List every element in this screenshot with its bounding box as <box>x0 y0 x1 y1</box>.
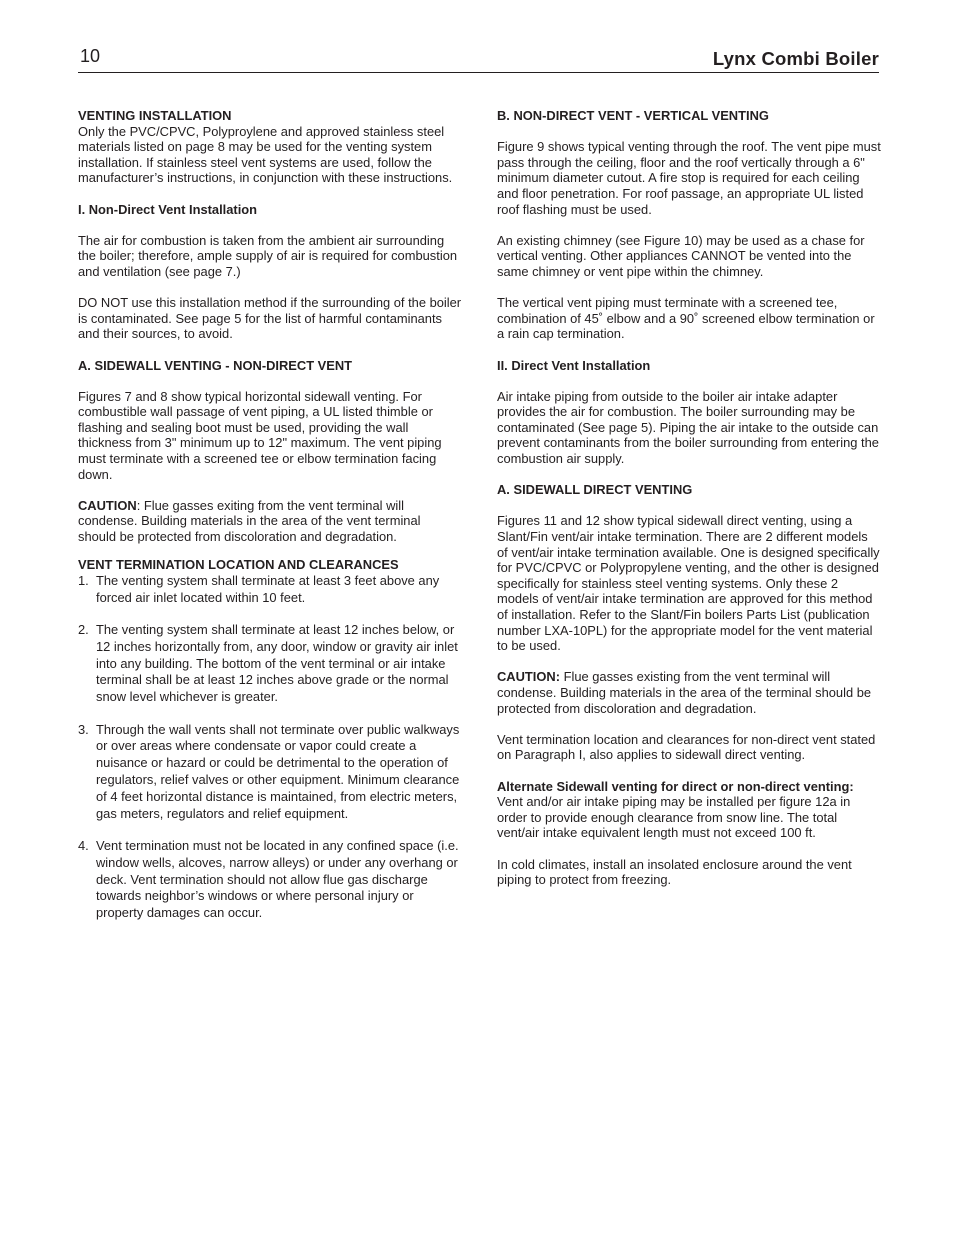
cold-climate-body: In cold climates, install an insolated enclosure around the vent piping to protect from freezing. <box>497 856 852 888</box>
caution-text: : Flue gasses exiting from the vent terminal will condense. Building materials in the area of the vent terminal should be protected from discoloration and degradation. <box>78 497 421 545</box>
list-item-number: 3. <box>78 721 89 737</box>
clearances-list <box>78 573 462 922</box>
vertical-termination-body: The vertical vent piping must terminate with a screened tee, combination of 45˚ elbow and a 90˚ screened elbow termination or a rain cap termination. <box>497 295 875 342</box>
list-item-text: Through the wall vents shall not terminate over public walkways or over areas where condensate or vapor could create a nuisance or hazard or could be detrimental to the operation of regulators, relief valves or other equipment. Minimum clearance of 4 feet horizontal distance is maintained, from electric meters, gas meters, regulators and relief equipment. <box>96 721 460 821</box>
caution-label: CAUTION: <box>497 669 561 685</box>
caution-label: CAUTION <box>78 497 137 513</box>
left-column <box>78 108 462 938</box>
direct-vent-body: Air intake piping from outside to the boiler air intake adapter provides the air for combustion. The boiler surrounding may be contaminated (See page 5). Piping the air intake to the outside can prevent contaminants from the boiler surrounding from entering the combustion air supply. <box>497 388 879 467</box>
caution-paragraph-right <box>497 669 881 716</box>
caution-text: Flue gasses existing from the vent terminal will condense. Building materials in the area of the terminal should be protected from discoloration and degradation. <box>497 669 872 716</box>
sidewall-direct-body: Figures 11 and 12 show typical sidewall direct venting, using a Slant/Fin vent/air intake termination. There are 2 different models of vent/air intake termination available. One is designed specifically for PVC/CPVC or Polypropylene venting, and the other is designed specifically for stainless steel venting systems. Only these 2 models of vent/air intake termination are approved for this method of installation. Refer to the Slant/Fin boilers Parts List (publication number LXA-10PL) for the appropriate model for the vent material to be used. <box>497 513 880 654</box>
venting-installation-heading: VENTING INSTALLATION <box>78 108 232 123</box>
list-item-text: The venting system shall terminate at least 3 feet above any forced air inlet located within 10 feet. <box>96 572 440 605</box>
list-item-text: The venting system shall terminate at least 12 inches below, or 12 inches horizontally from, any door, window or gravity air inlet into any building. The bottom of the vent terminal or air intake terminal shall be at least 12 inches above grade or the normal snow level whichever is greater. <box>96 622 458 705</box>
direct-vent-heading: II. Direct Vent Installation <box>497 357 651 373</box>
list-item <box>78 573 462 607</box>
caution-paragraph <box>78 498 462 545</box>
list-item <box>78 838 462 922</box>
document-title: Lynx Combi Boiler <box>712 48 879 69</box>
list-item-number: 1. <box>78 572 89 588</box>
clearance-note: Vent termination location and clearances for non-direct vent stated on Paragraph I, also applies to sidewall direct venting. <box>497 731 876 763</box>
list-item-number: 4. <box>78 837 89 853</box>
vertical-venting-heading: B. NON-DIRECT VENT - VERTICAL VENTING <box>497 108 769 123</box>
alternate-venting-heading: Alternate Sidewall venting for direct or non-direct venting: <box>497 778 854 794</box>
alternate-venting-body: Vent and/or air intake piping may be installed per figure 12a in order to provide enough clearance from snow line. The total vent/air intake equivalent length must not exceed 100 ft. <box>497 794 851 841</box>
sidewall-venting-body: Figures 7 and 8 show typical horizontal sidewall venting. For combustible wall passage of vent piping, a UL listed thimble or flashing and sealing boot must be used, providing the wall thickness from 3" minimum up to 12" maximum. The vent piping must terminate with a screened tee or elbow termination facing down. <box>78 388 442 482</box>
chimney-body: An existing chimney (see Figure 10) may be used as a chase for vertical venting. Other appliances CANNOT be vented into the same chimney or vent pipe within the chimney. <box>497 232 865 279</box>
do-not-body: DO NOT use this installation method if the surrounding of the boiler is contaminated. See page 5 for the list of harmful contaminants and their sources, to avoid. <box>78 295 462 342</box>
list-item <box>78 622 462 706</box>
sidewall-direct-heading: A. SIDEWALL DIRECT VENTING <box>497 482 693 498</box>
non-direct-vent-heading: I. Non-Direct Vent Installation <box>78 201 258 217</box>
page-header <box>78 44 879 73</box>
list-item-text: Vent termination must not be located in any confined space (i.e. window wells, alcoves, narrow alleys) or under any overhang or deck. Vent termination should not allow flue gas discharge towards neighbor’s windows or where personal injury or property damages can occur. <box>96 837 459 921</box>
vertical-venting-body: Figure 9 shows typical venting through the roof. The vent pipe must pass through the ceiling, floor and the roof vertically through a 6" minimum diameter cutout. A fire stop is required for each ceiling and floor penetration. For roof passage, an appropriate UL listed roof flashing must be used. <box>497 139 881 217</box>
clearances-heading: VENT TERMINATION LOCATION AND CLEARANCES <box>78 557 399 573</box>
list-item <box>78 722 462 823</box>
right-column <box>497 108 881 903</box>
non-direct-vent-body: The air for combustion is taken from the ambient air surrounding the boiler; therefore, ample supply of air is required for combustion and ventilation (see page 7.) <box>78 232 458 279</box>
page-number: 10 <box>80 46 101 66</box>
venting-installation-body: Only the PVC/CPVC, Polyproylene and approved stainless steel materials listed on page 8 may be used for the venting system installation. If stainless steel vent systems are used, follow the manufacturer’s instructions, in conjunction with these instructions. <box>78 123 453 186</box>
sidewall-venting-heading: A. SIDEWALL VENTING - NON-DIRECT VENT <box>78 357 353 373</box>
list-item-number: 2. <box>78 622 89 637</box>
